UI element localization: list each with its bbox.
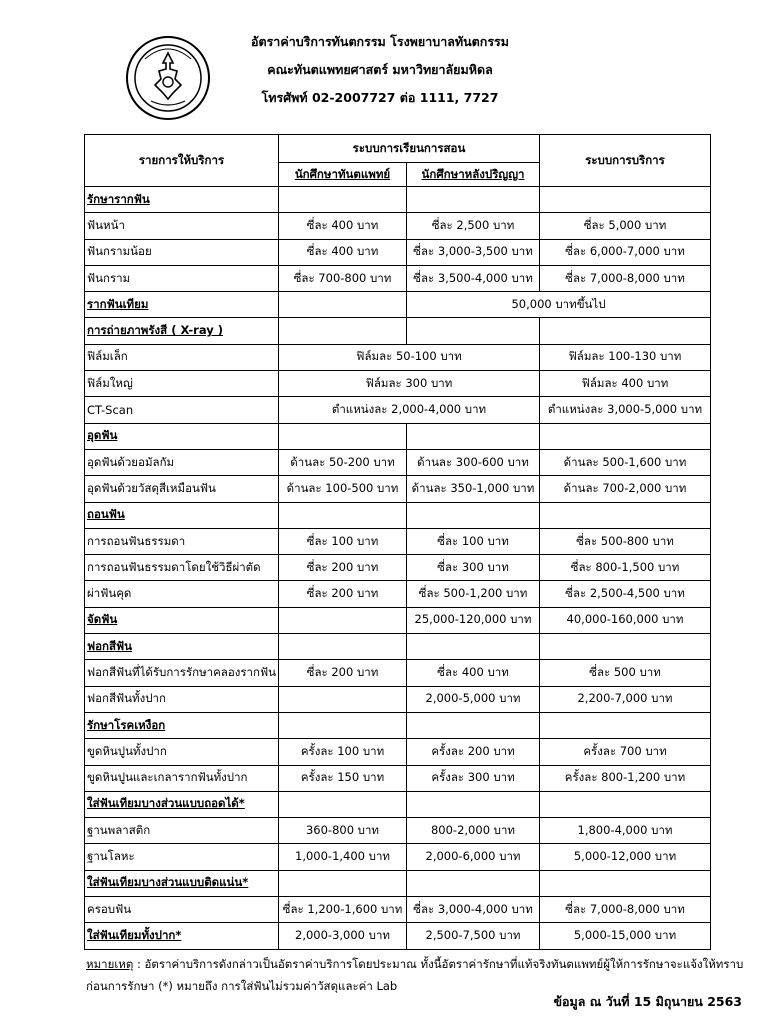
price-cell: ตำแหน่งละ 2,000-4,000 บาท <box>279 397 540 423</box>
price-cell: ซี่ละ 100 บาท <box>279 528 407 554</box>
price-cell: ครั้งละ 800-1,200 บาท <box>540 765 711 791</box>
price-cell: ซี่ละ 3,000-4,000 บาท <box>407 897 540 923</box>
table-row <box>85 581 711 607</box>
service-name: การถอนฟันธรรมดา <box>85 528 279 554</box>
price-cell: ซี่ละ 6,000-7,000 บาท <box>540 239 711 265</box>
empty-cell <box>407 187 540 213</box>
service-name: ฟิล์มเล็ก <box>85 344 279 370</box>
table-row <box>85 449 711 475</box>
dental-rates-table <box>84 134 711 950</box>
table-row <box>85 239 711 265</box>
section-label: รักษาโรคเหงือก <box>85 712 279 738</box>
col-header-service: รายการให้บริการ <box>85 135 279 187</box>
empty-cell <box>540 712 711 738</box>
col-header-grad: นักศึกษาหลังปริญญา <box>407 163 540 187</box>
table-row <box>85 897 711 923</box>
price-cell: ฟิล์มละ 100-130 บาท <box>540 344 711 370</box>
service-name: ฟอกสีฟันทั้งปาก <box>85 686 279 712</box>
price-cell: ซี่ละ 700-800 บาท <box>279 265 407 291</box>
table-section-row <box>85 187 711 213</box>
price-cell: ซี่ละ 3,500-4,000 บาท <box>407 265 540 291</box>
empty-cell <box>540 318 711 344</box>
price-cell: ครั้งละ 300 บาท <box>407 765 540 791</box>
price-cell: ซี่ละ 500 บาท <box>540 660 711 686</box>
service-name: ฟันกราม <box>85 265 279 291</box>
section-label: จัดฟัน <box>85 607 279 633</box>
price-cell: ตำแหน่งละ 3,000-5,000 บาท <box>540 397 711 423</box>
table-row <box>85 528 711 554</box>
section-label: อุดฟัน <box>85 423 279 449</box>
price-cell: ซี่ละ 800-1,500 บาท <box>540 555 711 581</box>
table-section-row <box>85 318 711 344</box>
price-cell: ฟิล์มละ 400 บาท <box>540 371 711 397</box>
price-cell: ฟิล์มละ 50-100 บาท <box>279 344 540 370</box>
table-row <box>85 213 711 239</box>
empty-cell <box>540 187 711 213</box>
table-row <box>85 923 711 949</box>
table-section-row <box>85 870 711 896</box>
price-cell: 2,000-5,000 บาท <box>407 686 540 712</box>
table-section-row <box>85 502 711 528</box>
price-cell: ซี่ละ 400 บาท <box>279 213 407 239</box>
table-row <box>85 555 711 581</box>
price-cell: ซี่ละ 200 บาท <box>279 581 407 607</box>
price-cell: ซี่ละ 7,000-8,000 บาท <box>540 897 711 923</box>
price-cell: ซี่ละ 100 บาท <box>407 528 540 554</box>
service-name: ขูดหินปูนทั้งปาก <box>85 739 279 765</box>
price-cell <box>279 607 407 633</box>
price-cell: ครั้งละ 100 บาท <box>279 739 407 765</box>
price-cell: 1,800-4,000 บาท <box>540 818 711 844</box>
empty-cell <box>540 791 711 817</box>
table-section-row <box>85 712 711 738</box>
empty-cell <box>407 634 540 660</box>
empty-cell <box>279 187 407 213</box>
table-section-row <box>85 423 711 449</box>
price-cell: ครั้งละ 150 บาท <box>279 765 407 791</box>
price-cell: ซี่ละ 1,200-1,600 บาท <box>279 897 407 923</box>
price-cell: 360-800 บาท <box>279 818 407 844</box>
col-header-service-system: ระบบการบริการ <box>540 135 711 187</box>
table-row <box>85 344 711 370</box>
section-label: ใส่ฟันเทียมบางส่วนแบบติดแน่น* <box>85 870 279 896</box>
table-row <box>85 765 711 791</box>
table-row <box>85 371 711 397</box>
price-cell: ซี่ละ 400 บาท <box>279 239 407 265</box>
price-cell: 800-2,000 บาท <box>407 818 540 844</box>
price-cell: ครั้งละ 700 บาท <box>540 739 711 765</box>
col-header-teaching: ระบบการเรียนการสอน <box>279 135 540 163</box>
price-cell: 40,000-160,000 บาท <box>540 607 711 633</box>
service-name: อุดฟันด้วยอมัลกัม <box>85 449 279 475</box>
table-section-row <box>85 791 711 817</box>
service-name: ครอบฟัน <box>85 897 279 923</box>
price-cell: ฟิล์มละ 300 บาท <box>279 371 540 397</box>
price-cell: ด้านละ 350-1,000 บาท <box>407 476 540 502</box>
empty-cell <box>407 502 540 528</box>
price-cell: ซี่ละ 3,000-3,500 บาท <box>407 239 540 265</box>
empty-cell <box>407 712 540 738</box>
price-cell: ซี่ละ 500-800 บาท <box>540 528 711 554</box>
table-row <box>85 660 711 686</box>
price-cell: 50,000 บาทขึ้นไป <box>407 292 711 318</box>
service-name: การถอนฟันธรรมดาโดยใช้วิธีผ่าตัด <box>85 555 279 581</box>
price-cell: ซี่ละ 500-1,200 บาท <box>407 581 540 607</box>
price-cell: 5,000-12,000 บาท <box>540 844 711 870</box>
price-cell: ซี่ละ 200 บาท <box>279 555 407 581</box>
price-cell: ซี่ละ 400 บาท <box>407 660 540 686</box>
table-row <box>85 265 711 291</box>
service-name: ผ่าฟันคุด <box>85 581 279 607</box>
price-cell: ซี่ละ 7,000-8,000 บาท <box>540 265 711 291</box>
section-label: ใส่ฟันเทียมทั้งปาก* <box>85 923 279 949</box>
price-cell: ซี่ละ 5,000 บาท <box>540 213 711 239</box>
header-line-3: โทรศัพท์ 02-2007727 ต่อ 1111, 7727 <box>261 90 499 105</box>
empty-cell <box>407 791 540 817</box>
empty-cell <box>407 870 540 896</box>
service-name: ฟันหน้า <box>85 213 279 239</box>
empty-cell <box>407 318 540 344</box>
table-row <box>85 476 711 502</box>
table-row <box>85 607 711 633</box>
price-cell: ด้านละ 300-600 บาท <box>407 449 540 475</box>
service-name: ฟิล์มใหญ่ <box>85 371 279 397</box>
price-cell: ด้านละ 700-2,000 บาท <box>540 476 711 502</box>
header-line-1: อัตราค่าบริการทันตกรรม โรงพยาบาลทันตกรรม <box>250 34 510 49</box>
empty-cell <box>279 712 407 738</box>
header-line-2: คณะทันตแพทยศาสตร์ มหาวิทยาลัยมหิดล <box>267 62 493 77</box>
service-name: ฐานโลหะ <box>85 844 279 870</box>
price-cell: 2,000-6,000 บาท <box>407 844 540 870</box>
note-text: : อัตราค่าบริการดังกล่าวเป็นอัตราค่าบริการโดยประมาณ ทั้งนี้อัตราค่ารักษาที่แท้จริงทันตแพทย์ผู้ให้การรักษาจะแจ้งให้ทราบ <box>133 957 744 971</box>
price-cell: ซี่ละ 300 บาท <box>407 555 540 581</box>
col-header-undergrad: นักศึกษาทันตแพทย์ <box>279 163 407 187</box>
service-name: CT-Scan <box>85 397 279 423</box>
price-cell: ด้านละ 50-200 บาท <box>279 449 407 475</box>
service-name: ฐานพลาสติก <box>85 818 279 844</box>
service-name: อุดฟันด้วยวัสดุสีเหมือนฟัน <box>85 476 279 502</box>
price-cell: ด้านละ 500-1,600 บาท <box>540 449 711 475</box>
empty-cell <box>540 502 711 528</box>
section-label: การถ่ายภาพรังสี ( X-ray ) <box>85 318 279 344</box>
table-row <box>85 818 711 844</box>
footnote-line-2: ก่อนการรักษา (*) หมายถึง การใส่ฟันไม่รวมค่าวัสดุและค่า Lab <box>86 979 398 993</box>
empty-cell <box>407 423 540 449</box>
data-date: ข้อมูล ณ วันที่ 15 มิถุนายน 2563 <box>553 994 742 1009</box>
footnote-line-1 <box>86 956 743 974</box>
price-cell: ซี่ละ 2,500 บาท <box>407 213 540 239</box>
table-row <box>85 292 711 318</box>
note-label: หมายเหตุ <box>86 957 134 971</box>
price-cell: 5,000-15,000 บาท <box>540 923 711 949</box>
empty-cell <box>540 423 711 449</box>
empty-cell <box>279 318 407 344</box>
service-name: ฟอกสีฟันที่ได้รับการรักษาคลองรากฟัน <box>85 660 279 686</box>
price-cell: 2,500-7,500 บาท <box>407 923 540 949</box>
empty-cell <box>279 791 407 817</box>
service-name: ฟันกรามน้อย <box>85 239 279 265</box>
price-cell: ด้านละ 100-500 บาท <box>279 476 407 502</box>
section-label: ใส่ฟันเทียมบางส่วนแบบถอดได้* <box>85 791 279 817</box>
empty-cell <box>540 634 711 660</box>
empty-cell <box>279 634 407 660</box>
price-cell: 1,000-1,400 บาท <box>279 844 407 870</box>
price-cell: ซี่ละ 200 บาท <box>279 660 407 686</box>
section-label: ถอนฟัน <box>85 502 279 528</box>
section-label: รักษารากฟัน <box>85 187 279 213</box>
empty-cell <box>279 870 407 896</box>
service-name: ขูดหินปูนและเกลารากฟันทั้งปาก <box>85 765 279 791</box>
table-row <box>85 397 711 423</box>
price-cell <box>279 686 407 712</box>
empty-cell <box>279 423 407 449</box>
empty-cell <box>540 870 711 896</box>
price-cell: 25,000-120,000 บาท <box>407 607 540 633</box>
empty-cell <box>279 502 407 528</box>
price-cell: ครั้งละ 200 บาท <box>407 739 540 765</box>
table-section-row <box>85 634 711 660</box>
table-row <box>85 844 711 870</box>
price-cell: 2,000-3,000 บาท <box>279 923 407 949</box>
price-cell: 2,200-7,000 บาท <box>540 686 711 712</box>
empty-cell <box>279 292 407 318</box>
table-row <box>85 686 711 712</box>
table-row <box>85 739 711 765</box>
section-label: รากฟันเทียม <box>85 292 279 318</box>
section-label: ฟอกสีฟัน <box>85 634 279 660</box>
price-cell: ซี่ละ 2,500-4,500 บาท <box>540 581 711 607</box>
mahidol-seal-logo <box>125 35 211 121</box>
